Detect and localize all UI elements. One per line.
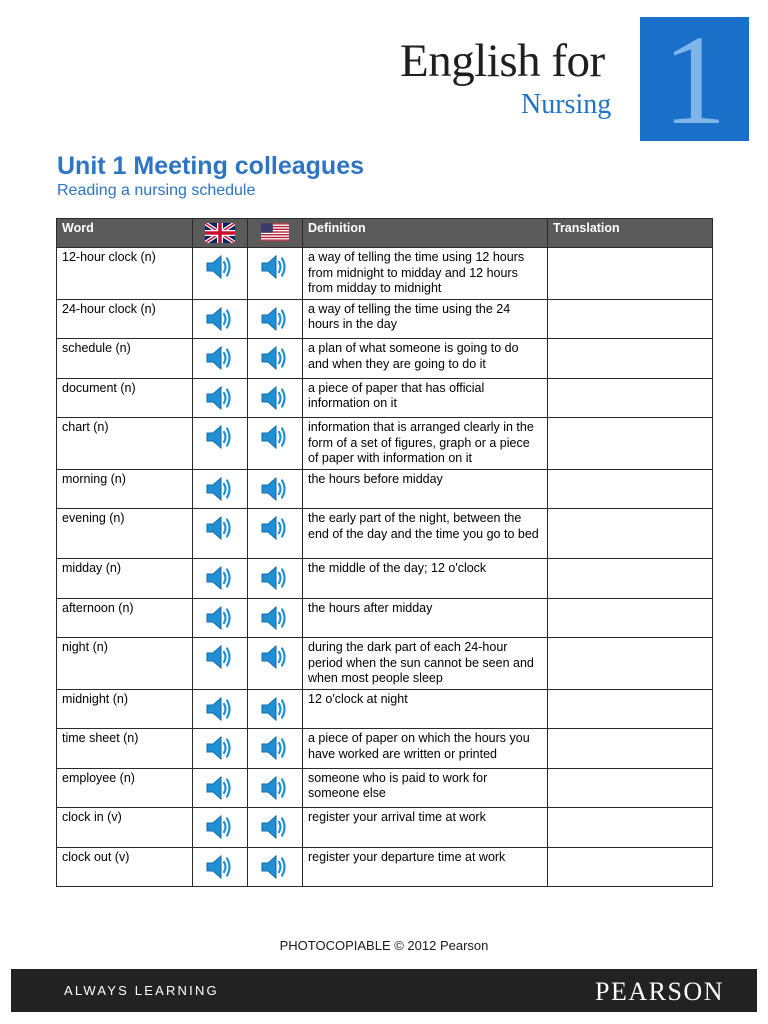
brand-title: English for [400, 35, 605, 87]
us-audio-button[interactable] [248, 598, 303, 638]
definition-cell: register your departure time at work [303, 847, 548, 887]
us-audio-button[interactable] [248, 847, 303, 887]
definition-cell: the hours before midday [303, 469, 548, 509]
table-row [57, 729, 713, 769]
uk-audio-button[interactable] [193, 299, 248, 339]
definition-cell: a plan of what someone is going to do and when they are going to do it [303, 339, 548, 379]
uk-audio-button[interactable] [193, 509, 248, 559]
uk-audio-button[interactable] [193, 689, 248, 729]
word-cell: chart (n) [57, 418, 193, 470]
uk-audio-button[interactable] [193, 847, 248, 887]
word-cell: morning (n) [57, 469, 193, 509]
word-cell: midday (n) [57, 559, 193, 599]
us-audio-button[interactable] [248, 768, 303, 808]
definition-cell: a piece of paper that has official information on it [303, 378, 548, 418]
column-header-word: Word [57, 219, 193, 248]
photocopiable-note: PHOTOCOPIABLE © 2012 Pearson [279, 938, 489, 953]
brand-number: 1 [662, 17, 727, 141]
speaker-icon[interactable] [204, 532, 236, 546]
table-row [57, 378, 713, 418]
column-header-uk [193, 219, 248, 248]
speaker-icon[interactable] [259, 752, 291, 766]
speaker-icon[interactable] [259, 622, 291, 636]
us-audio-button[interactable] [248, 469, 303, 509]
translation-cell[interactable] [548, 768, 713, 808]
table-row [57, 339, 713, 379]
translation-cell[interactable] [548, 638, 713, 690]
definition-cell: during the dark part of each 24-hour period when the sun cannot be seen and when most people sleep [303, 638, 548, 690]
speaker-icon[interactable] [204, 582, 236, 596]
translation-cell[interactable] [548, 469, 713, 509]
definition-cell: a way of telling the time using the 24 hours in the day [303, 299, 548, 339]
us-flag-icon [261, 223, 289, 241]
translation-cell[interactable] [548, 509, 713, 559]
uk-audio-button[interactable] [193, 729, 248, 769]
pearson-logo: PEARSON [595, 977, 724, 1006]
speaker-icon[interactable] [204, 661, 236, 675]
us-audio-button[interactable] [248, 808, 303, 848]
speaker-icon[interactable] [259, 493, 291, 507]
speaker-icon[interactable] [204, 402, 236, 416]
definition-cell: 12 o'clock at night [303, 689, 548, 729]
table-row [57, 509, 713, 559]
table-row [57, 768, 713, 808]
uk-flag-icon [205, 223, 235, 243]
speaker-icon[interactable] [259, 582, 291, 596]
footer-slogan: ALWAYS LEARNING [64, 983, 219, 998]
us-audio-button[interactable] [248, 248, 303, 300]
table-header-row [57, 219, 713, 248]
translation-cell[interactable] [548, 729, 713, 769]
word-cell: night (n) [57, 638, 193, 690]
word-cell: employee (n) [57, 768, 193, 808]
translation-cell[interactable] [548, 808, 713, 848]
speaker-icon[interactable] [204, 441, 236, 455]
definition-cell: the hours after midday [303, 598, 548, 638]
word-cell: clock out (v) [57, 847, 193, 887]
speaker-icon[interactable] [259, 402, 291, 416]
word-cell: midnight (n) [57, 689, 193, 729]
translation-cell[interactable] [548, 598, 713, 638]
table-row [57, 808, 713, 848]
table-row [57, 559, 713, 599]
speaker-icon[interactable] [259, 362, 291, 376]
definition-cell: someone who is paid to work for someone else [303, 768, 548, 808]
unit-title: Unit 1 Meeting colleagues [57, 152, 365, 180]
column-header-definition: Definition [303, 219, 548, 248]
speaker-icon[interactable] [204, 792, 236, 806]
speaker-icon[interactable] [204, 713, 236, 727]
translation-cell[interactable] [548, 418, 713, 470]
definition-cell: register your arrival time at work [303, 808, 548, 848]
table-row [57, 299, 713, 339]
table-row [57, 469, 713, 509]
uk-audio-button[interactable] [193, 808, 248, 848]
us-audio-button[interactable] [248, 638, 303, 690]
speaker-icon[interactable] [259, 532, 291, 546]
table-row [57, 638, 713, 690]
table-row [57, 847, 713, 887]
translation-cell[interactable] [548, 339, 713, 379]
us-audio-button[interactable] [248, 339, 303, 379]
speaker-icon[interactable] [259, 661, 291, 675]
uk-audio-button[interactable] [193, 638, 248, 690]
word-cell: time sheet (n) [57, 729, 193, 769]
brand-number-box [640, 17, 749, 141]
speaker-icon[interactable] [204, 362, 236, 376]
translation-cell[interactable] [548, 248, 713, 300]
us-audio-button[interactable] [248, 509, 303, 559]
definition-cell: a piece of paper on which the hours you have worked are written or printed [303, 729, 548, 769]
word-cell: afternoon (n) [57, 598, 193, 638]
word-cell: 24-hour clock (n) [57, 299, 193, 339]
table-row [57, 418, 713, 470]
translation-cell[interactable] [548, 299, 713, 339]
word-cell: document (n) [57, 378, 193, 418]
speaker-icon[interactable] [204, 493, 236, 507]
uk-audio-button[interactable] [193, 469, 248, 509]
word-cell: evening (n) [57, 509, 193, 559]
speaker-icon[interactable] [259, 713, 291, 727]
us-audio-button[interactable] [248, 299, 303, 339]
speaker-icon[interactable] [259, 792, 291, 806]
us-audio-button[interactable] [248, 689, 303, 729]
unit-subtitle: Reading a nursing schedule [57, 182, 256, 199]
speaker-icon[interactable] [259, 441, 291, 455]
speaker-icon[interactable] [204, 622, 236, 636]
uk-audio-button[interactable] [193, 559, 248, 599]
speaker-icon[interactable] [204, 323, 236, 337]
speaker-icon[interactable] [259, 323, 291, 337]
speaker-icon[interactable] [204, 831, 236, 845]
translation-cell[interactable] [548, 378, 713, 418]
uk-audio-button[interactable] [193, 598, 248, 638]
speaker-icon[interactable] [204, 871, 236, 885]
brand-subtitle: Nursing [521, 89, 612, 120]
uk-audio-button[interactable] [193, 768, 248, 808]
table-row [57, 689, 713, 729]
us-audio-button[interactable] [248, 559, 303, 599]
table-row [57, 248, 713, 300]
uk-audio-button[interactable] [193, 418, 248, 470]
speaker-icon[interactable] [259, 271, 291, 285]
footer-bar [11, 969, 757, 1012]
table-row [57, 598, 713, 638]
speaker-icon[interactable] [204, 752, 236, 766]
uk-audio-button[interactable] [193, 378, 248, 418]
speaker-icon[interactable] [259, 831, 291, 845]
column-header-us [248, 219, 303, 248]
us-audio-button[interactable] [248, 418, 303, 470]
translation-cell[interactable] [548, 689, 713, 729]
definition-cell: the early part of the night, between the end of the day and the time you go to bed [303, 509, 548, 559]
us-audio-button[interactable] [248, 729, 303, 769]
vocabulary-table [56, 218, 713, 887]
word-cell: clock in (v) [57, 808, 193, 848]
definition-cell: the middle of the day; 12 o'clock [303, 559, 548, 599]
speaker-icon[interactable] [259, 871, 291, 885]
word-cell: 12-hour clock (n) [57, 248, 193, 300]
translation-cell[interactable] [548, 847, 713, 887]
column-header-translation: Translation [548, 219, 713, 248]
definition-cell: a way of telling the time using 12 hours from midnight to midday and 12 hours from midday to midnight [303, 248, 548, 300]
word-cell: schedule (n) [57, 339, 193, 379]
uk-audio-button[interactable] [193, 339, 248, 379]
uk-audio-button[interactable] [193, 248, 248, 300]
definition-cell: information that is arranged clearly in the form of a set of figures, graph or a piece of paper with information on it [303, 418, 548, 470]
us-audio-button[interactable] [248, 378, 303, 418]
translation-cell[interactable] [548, 559, 713, 599]
speaker-icon[interactable] [204, 271, 236, 285]
